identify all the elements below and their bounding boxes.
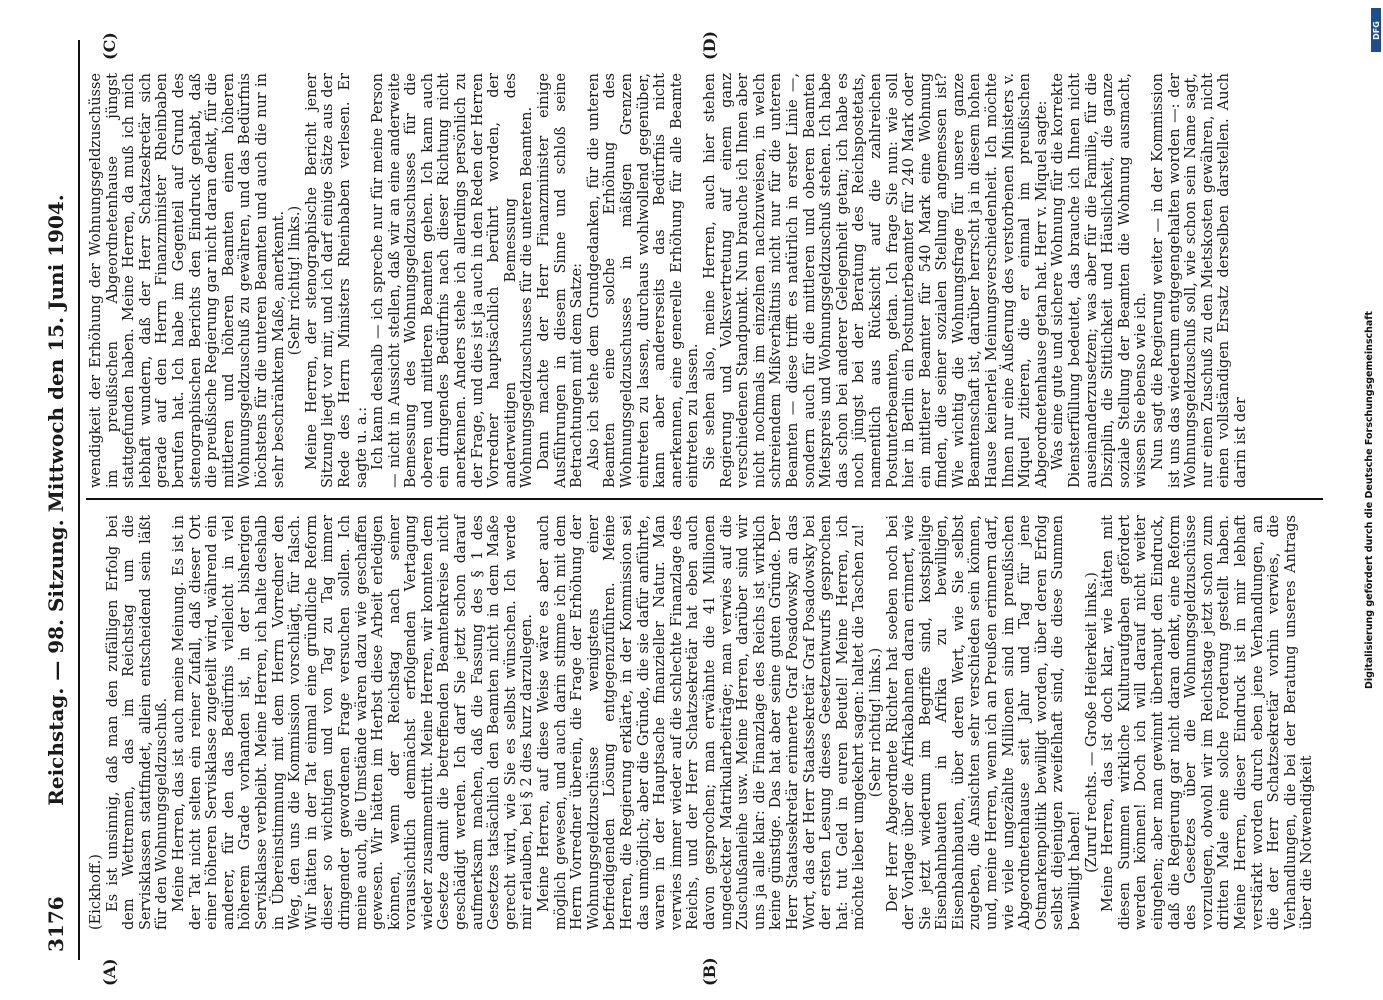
paragraph: Meine Herren, auf diese Weise wäre es aber auch möglich gewesen, und auch darin stimme ich mit dem Herrn Vorredner überein, die Frage der Erhöhung der Wohnungsgeldzuschüsse wenigstens einer befriedigenden Lösung entgegenzuführen. Meine Herren, die Regierung erklärte, in der Kommission sei das unmöglich; aber die Gründe, die sie dafür anführte, waren in der Hauptsache finanzieller Natur. Man verwies immer wieder auf die schlechte Finanzlage des Reichs, und der Herr Schatzsekretär hat eben auch davon gesprochen; man erwähnte die 41 Millionen ungedeckter Matrikularbeiträge; man verwies auf die Zuschußanleihe usw. Meine Herren, darüber sind wir uns ja alle klar: die Finanzlage des Reichs ist wirklich keine günstige. Das hat aber seine guten Gründe. Der Herr Staatssekretär erinnerte Graf Posadowsky an das Wort, das der Herr Staatssekretär Graf Posadowsky bei der ersten Lesung dieses Gesetzentwurfs gesprochen hat: tut Geld in euren Beutel! Meine Herren, ich möchte lieber umgekehrt sagen: haltet die Taschen zu! xyxy=(536,515,868,930)
paragraph: Meine Herren, das ist auch meine Meinung. Es ist in der Tat nicht selten ein reiner Zufall, daß dieser Ort einer höheren Servisklasse zugeteilt wird, während ein anderer, für den das Bedürfnis vielleicht in viel höherem Grade vorhanden ist, in der bisherigen Servisklasse verbleibt. Meine Herren, ich halte deshalb in Übereinstimmung mit dem Herrn Vorredner den Weg, den uns die Kommission vorschlägt, für falsch. Wir hätten in der Tat einmal eine gründliche Reform dieser so wichtigen und von Tag zu Tag immer dringender gewordenen Frage versuchen sollen. Ich meine auch, die Umstände wären dazu wie geschaffen gewesen. Wir hätten im Herbst diese Arbeit erledigen können, wenn der Reichstag nach seiner voraussichtlich demnächst erfolgenden Vertagung wieder zusammentritt. Meine Herren, wir konnten dem Gesetze damit die betreffenden Beamtenkreise nicht geschädigt werden. Ich darf Sie jetzt schon darauf aufmerksam machen, daß die Fassung des § 1 des Gesetzes tatsächlich den Beamten nicht in dem Maße gerecht wird, wie Sie es selbst wünschen. Ich werde mir erlauben, bei § 2 dies kurz darzulegen. xyxy=(170,515,536,930)
quotation: Was eine gute und sichere Wohnung für die korrekte Diensterfüllung bedeutet, das brauche ich Ihnen nicht auseinanderzusetzen; was aber für die Familie, für die Disziplin, die Sittlichkeit und Häuslichkeit, die ganze soziale Stellung der Beamten die Wohnung ausmacht, wissen Sie ebenso wie ich. xyxy=(1050,73,1150,488)
paragraph: Der Herr Abgeordnete Richter hat soeben noch bei der Vorlage über die Afrikabahnen daran erinnert, wie Sie jetzt wiederum im Begriffe sind, kostspielige Eisenbahnbauten in Afrika zu bewilligen, Eisenbahnbauten, über deren Wert, wie Sie selbst zugeben, die Ansichten sehr verschieden sein können, und, meine Herren, wenn ich an Preußen erinnern darf, wie viele ungezählte Millionen sind im preußischen Abgeordnetenhause seit Jahr und Tag für jene Ostmarkenpolitik bewilligt worden, über deren Erfolg selbst diejenigen zweifelhaft sind, die diese Summen bewilligt haben! xyxy=(884,515,1084,930)
right-column xyxy=(88,73,1303,488)
quotation: Also ich stehe dem Grundgedanken, für die unteren Beamten eine solche Erhöhung des Wohnungsgeldzuschusses in mäßigen Grenzen eintreten zu lassen, durchaus wohlwollend gegenüber, kann aber andererseits das Bedürfnis nicht anerkennen, eine generelle Erhöhung für alle Beamte eintreten zu lassen. xyxy=(585,73,702,488)
paragraph: Sie sehen also, meine Herren, auch hier stehen Regierung und Volksvertretung auf einem ganz verschiedenen Standpunkt. Nun brauche ich Ihnen aber nicht nochmals im einzelnen nachzuweisen, in welch schreiendem Mißverhältnis nicht nur für die unteren Beamten — diese trifft es natürlich in erster Linie —, sondern auch für die mittleren und oberen Beamten Mietspreis und Wohnungsgeldzuschuß stehen. Ich habe das schon bei anderer Gelegenheit getan; ich habe es noch jüngst bei der Beratung des Reichspostetats, namentlich aus Rücksicht auf die zahlreichen Postunterbeamten, getan. Ich frage Sie nun: wie soll hier in Berlin ein Postunterbeamter für 240 Mark oder ein mittlerer Beamter für 540 Mark eine Wohnung finden, die seiner sozialen Stellung angemessen ist? Wie wichtig die Wohnungsfrage für unsere ganze Beamtenschaft ist, darüber herrscht ja in diesem hohen Hause keinerlei Meinungsverschiedenheit. Ich möchte Ihnen nur eine Äußerung des verstorbenen Ministers v. Miquel zitieren, die er einmal im preußischen Abgeordnetenhause getan hat. Herr v. Miquel sagte: xyxy=(701,73,1050,488)
paragraph: Nun sagt die Regierung weiter — in der Kommission ist uns das wiederum entgegengehalten worden —: der Wohnungsgeldzuschuß soll, wie schon sein Name sagt, nur einen Zuschuß zu den Mietskosten gewähren, nicht einen vollständigen Ersatz derselben darstellen. Auch darin ist der xyxy=(1150,73,1249,488)
interjection: (Zuruf rechts. — Große Heiterkeit links.) xyxy=(1083,572,1100,873)
margin-mark-d: (D) xyxy=(700,30,719,60)
interjection: (Sehr richtig! links.) xyxy=(287,205,304,356)
speaker-name: (Eickhoff.) xyxy=(88,854,104,930)
margin-mark-a: (A) xyxy=(100,958,119,986)
paragraph: Dann machte der Herr Finanzminister einige Ausführungen in diesem Sinne und schloß seine Betrachtungen mit dem Satze: xyxy=(536,73,586,488)
margin-mark-c: (C) xyxy=(100,32,119,60)
paragraph: wendigkeit der Erhöhung der Wohnungsgeldzuschüsse im preußischen Abgeordnetenhause jüngst stattgefunden haben. Meine Herren, da muß ich mich lebhaft wundern, daß der Herr Schatzsekretär sich gerade auf den Herrn Finanzminister Rheinbaben berufen hat. Ich habe im Gegenteil auf Grund des stenographischen Berichts den Eindruck gehabt, daß die preußische Regierung gar nicht daran denkt, für die mittleren und höheren Beamten einen höheren Wohnungsgeldzuschuß zu gewähren, und das Bedürfnis höchstens für die unteren Beamten und auch die nur in sehr beschränktem Maße, anerkennt. xyxy=(88,73,287,488)
paragraph: Es ist unsinnig, daß man den zufälligen Erfolg bei dem Wettrennen, das im Reichstag um die Servisklassen stattfindet, allein entscheidend sein läßt für den Wohnungsgeldzuschuß. xyxy=(104,515,171,930)
left-column xyxy=(88,515,1316,930)
paragraph: Meine Herren, das ist doch klar, wie hätten mit diesen Summen wirkliche Kulturaufgaben gefördert werden können! Doch ich will darauf nicht weiter eingehen; aber man gewinnt überhaupt den Eindruck, daß die Regierung gar nicht daran denkt, eine Reform des Gesetzes über die Wohnungsgeldzuschüsse vorzulegen, obwohl wir im Reichstage jetzt schon zum dritten Male eine solche Forderung gestellt haben. Meine Herren, dieser Eindruck ist in mir lebhaft verstärkt worden durch eben jene Verhandlungen, an die der Herr Schatzsekretär vorhin verwies, die Verhandlungen, die bei der Beratung unseres Antrags über die Notwendigkeit xyxy=(1100,515,1316,930)
attribution-strip xyxy=(1357,0,1383,1000)
dfg-logo: DFG xyxy=(1371,8,1381,52)
running-title: Reichstag. — 98. Sitzung. Mittwoch den 15. Juni 1904. xyxy=(44,194,68,806)
page-number: 3176 xyxy=(44,896,68,952)
quotation: Ich kann deshalb — ich spreche nur für meine Person — nicht in Aussicht stellen, daß wir an eine anderweite Bemessung des Wohnungsgeldzuschusses für die oberen und mittleren Beamten gehen. Ich kann auch ein dringendes Bedürfnis nach dieser Richtung nicht anerkennen. Anders stehe ich allerdings persönlich zu der Frage, und dies ist ja auch in den Reden der Herren Vorredner hauptsächlich berührt worden, der anderweitigen Bemessung des Wohnungsgeldzuschusses für die unteren Beamten. xyxy=(370,73,536,488)
page-header xyxy=(36,0,76,1000)
attribution-text: Digitalisierung gefördert durch die Deutsche Forschungsgemeinschaft xyxy=(1364,311,1375,689)
header-rule xyxy=(78,40,80,960)
interjection: (Sehr richtig! links.) xyxy=(867,647,884,798)
paragraph: Meine Herren, der stenographische Bericht jener Sitzung liegt vor mir, und ich darf einige Sätze aus der Rede des Herrn Ministers Rheinbaben verlesen. Er sagte u. a.: xyxy=(303,73,370,488)
margin-mark-b: (B) xyxy=(700,957,719,986)
column-divider xyxy=(86,498,1323,500)
